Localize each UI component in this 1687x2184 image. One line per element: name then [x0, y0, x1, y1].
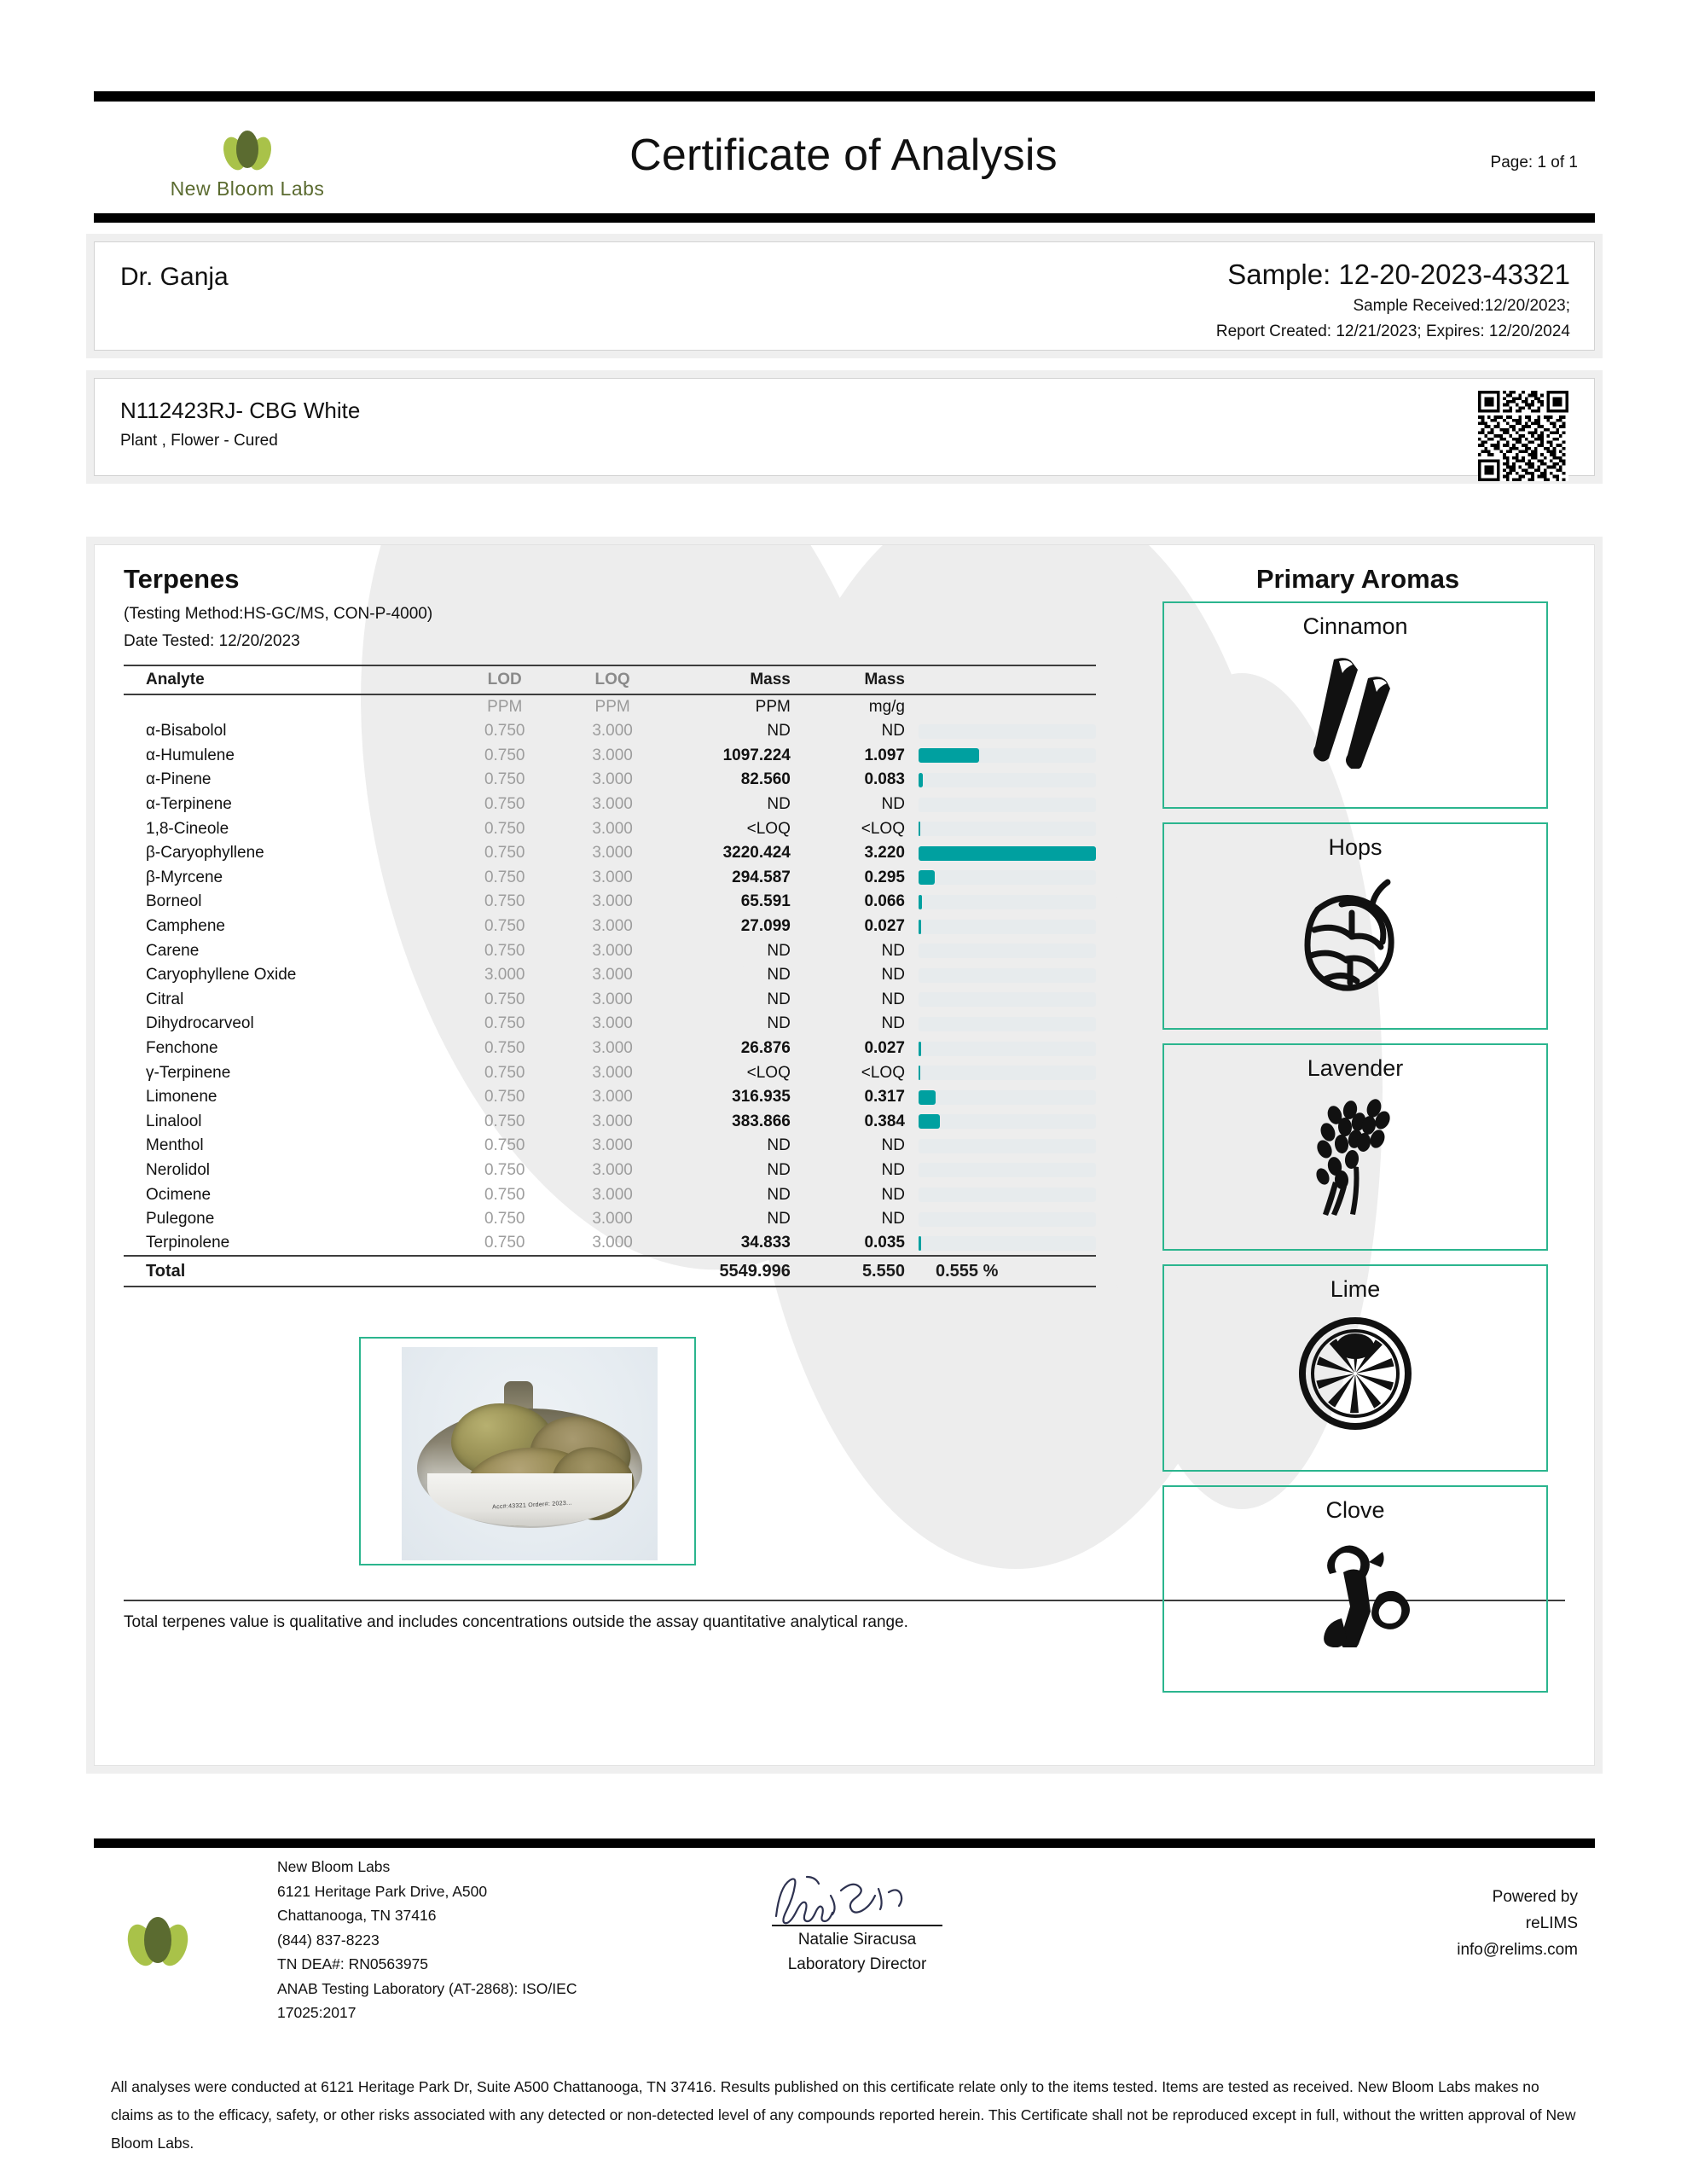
address-line: Chattanooga, TN 37416 [277, 1907, 437, 1924]
unit-mass-ppm: PPM [755, 698, 791, 716]
analyte-loq: 3.000 [592, 819, 633, 838]
sample-name: N112423RJ- CBG White [120, 398, 361, 423]
analyte-lod: 0.750 [484, 1063, 525, 1082]
analyte-bar-cell [913, 1037, 1096, 1061]
testing-method: (Testing Method:HS-GC/MS, CON-P-4000) [124, 605, 433, 623]
lab-name-text: New Bloom Labs [170, 177, 325, 200]
signature-block [751, 1870, 964, 1974]
analyte-name: α-Terpinene [146, 795, 232, 814]
sample-type: Plant , Flower - Cured [120, 432, 278, 450]
analyte-name: α-Humulene [146, 746, 235, 764]
analyte-loq: 3.000 [592, 868, 633, 886]
analyte-lod: 0.750 [484, 990, 525, 1008]
analyte-loq: 3.000 [592, 1014, 633, 1033]
total-mass-mgg: 5.550 [791, 1256, 913, 1287]
analyte-name: Limonene [146, 1088, 217, 1107]
terpene-results-card [94, 544, 1595, 1766]
analyte-bar-cell [913, 1085, 1096, 1110]
analyte-mass-mgg: 0.027 [864, 1039, 905, 1058]
table-row [124, 866, 1096, 891]
header-top-rule [94, 91, 1595, 102]
bar-fill [919, 920, 921, 934]
analyte-mass-mgg: ND [881, 795, 905, 814]
analyte-lod: 0.750 [484, 868, 525, 886]
analyte-name: β-Myrcene [146, 868, 223, 886]
analyte-loq: 3.000 [592, 1185, 633, 1204]
table-row [124, 963, 1096, 988]
lavender-sprig-icon [1164, 1095, 1546, 1220]
bar-fill [919, 1090, 936, 1105]
bar-track [919, 968, 1096, 983]
analyte-bar-cell [913, 988, 1096, 1013]
analyte-mass-ppm: 27.099 [740, 917, 791, 936]
analyte-loq: 3.000 [592, 1088, 633, 1107]
sample-summary-band [94, 241, 1595, 351]
terpene-rows [124, 719, 1096, 1256]
analyte-mass-mgg: ND [881, 990, 905, 1008]
analyte-lod: 0.750 [484, 1234, 525, 1252]
bar-track [919, 870, 1096, 885]
analyte-name: Terpinolene [146, 1234, 230, 1252]
analyte-lod: 0.750 [484, 1185, 525, 1204]
disclaimer-text: All analyses were conducted at 6121 Heritage Park Dr, Suite A500 Chattanooga, TN 37416. Results published on this certificate relate only to the items tested. Items are tested as received. New Bloom Labs makes no claims as to the efficacy, safety, or other risks associated with any detected or non-detected level of any compounds reported herein. This Certificate shall not be reproduced except in full, without the written approval of New Bloom Labs. [111, 2078, 1576, 2152]
analyte-loq: 3.000 [592, 1112, 633, 1130]
platform-name: reLIMS [1525, 1914, 1578, 1932]
analyte-mass-mgg: ND [881, 941, 905, 960]
analyte-mass-mgg: 0.083 [864, 770, 905, 789]
aroma-label: Lavender [1307, 1055, 1404, 1081]
analyte-mass-ppm: 26.876 [740, 1039, 791, 1058]
analyte-bar-cell [913, 1207, 1096, 1232]
analyte-mass-ppm: ND [767, 1210, 791, 1228]
bar-track [919, 1212, 1096, 1227]
analyte-mass-ppm: ND [767, 1136, 791, 1155]
bar-track [919, 798, 1096, 812]
table-row [124, 1231, 1096, 1256]
bar-fill [919, 1236, 921, 1251]
analyte-loq: 3.000 [592, 1039, 633, 1058]
clove-bud-icon [1164, 1536, 1546, 1652]
aroma-card-lime [1162, 1264, 1548, 1472]
analyte-loq: 3.000 [592, 990, 633, 1008]
bar-fill [919, 773, 923, 787]
analyte-mass-ppm: ND [767, 795, 791, 814]
cinnamon-sticks-icon [1164, 653, 1546, 773]
table-row [124, 793, 1096, 817]
analyte-mass-ppm: ND [767, 1014, 791, 1033]
analyte-loq: 3.000 [592, 844, 633, 863]
qr-code-icon [1478, 391, 1568, 481]
table-row [124, 915, 1096, 939]
bar-fill [919, 1066, 920, 1080]
signature-line [772, 1925, 942, 1926]
analyte-name: Caryophyllene Oxide [146, 966, 297, 985]
analyte-name: Dihydrocarveol [146, 1014, 254, 1033]
bar-track [919, 724, 1096, 739]
bar-track [919, 1236, 1096, 1251]
total-row [124, 1256, 1096, 1287]
analyte-lod: 0.750 [484, 770, 525, 789]
date-tested: Date Tested: 12/20/2023 [124, 632, 300, 650]
bar-track [919, 822, 1096, 836]
bar-track [919, 1017, 1096, 1031]
analyte-loq: 3.000 [592, 722, 633, 741]
analyte-lod: 3.000 [484, 966, 525, 985]
analyte-bar-cell [913, 1012, 1096, 1037]
footer-top-rule [94, 1838, 1595, 1848]
analyte-mass-mgg: ND [881, 1014, 905, 1033]
bar-track [919, 1163, 1096, 1177]
unit-lod: PPM [487, 698, 523, 716]
table-row [124, 1110, 1096, 1135]
analyte-name: Borneol [146, 892, 202, 911]
bar-fill [919, 1042, 921, 1056]
analyte-name: β-Caryophyllene [146, 844, 264, 863]
analyte-mass-mgg: 0.027 [864, 917, 905, 936]
analyte-lod: 0.750 [484, 722, 525, 741]
analyte-loq: 3.000 [592, 917, 633, 936]
signer-name: Natalie Siracusa [797, 1931, 917, 1949]
analyte-loq: 3.000 [592, 892, 633, 911]
address-line: TN DEA#: RN0563975 [277, 1955, 429, 1972]
analyte-mass-mgg: ND [881, 966, 905, 985]
footer-logo-icon [126, 1911, 189, 1971]
signer-role: Laboratory Director [787, 1955, 927, 1973]
analyte-mass-ppm: 1097.224 [722, 746, 791, 764]
address-line: (844) 837-8223 [277, 1931, 380, 1949]
product-photo-frame [359, 1337, 696, 1565]
analyte-bar-cell [913, 719, 1096, 744]
contact-email: info@relims.com [1457, 1941, 1578, 1959]
analyte-name: γ-Terpinene [146, 1063, 231, 1082]
table-row [124, 1060, 1096, 1085]
analyte-bar-cell [913, 1110, 1096, 1135]
analyte-loq: 3.000 [592, 1063, 633, 1082]
table-row [124, 744, 1096, 769]
unit-mass-mgg: mg/g [868, 698, 905, 716]
analyte-mass-ppm: ND [767, 990, 791, 1008]
hop-cone-icon [1164, 874, 1546, 997]
bar-track [919, 944, 1096, 958]
aroma-card-clove [1162, 1485, 1548, 1693]
analyte-name: 1,8-Cineole [146, 819, 229, 838]
address-line: New Bloom Labs [277, 1858, 391, 1875]
analyte-mass-ppm: <LOQ [746, 1063, 791, 1082]
analyte-mass-mgg: ND [881, 1210, 905, 1228]
analyte-lod: 0.750 [484, 1210, 525, 1228]
analyte-lod: 0.750 [484, 1160, 525, 1179]
analyte-name: Citral [146, 990, 184, 1008]
analyte-loq: 3.000 [592, 966, 633, 985]
col-bar [913, 665, 1096, 694]
sample-received-date: Sample Received:12/20/2023; [1353, 297, 1570, 315]
analyte-bar-cell [913, 1159, 1096, 1183]
terpene-note: Total terpenes value is qualitative and includes concentrations outside the assay quantitative analytical range. [124, 1613, 908, 1631]
bar-fill [919, 846, 1096, 861]
table-row [124, 1182, 1096, 1207]
analyte-bar-cell [913, 1231, 1096, 1256]
analyte-bar-cell [913, 890, 1096, 915]
analyte-name: Menthol [146, 1136, 204, 1155]
analyte-mass-ppm: 3220.424 [722, 844, 791, 863]
terpene-table [124, 665, 1096, 1287]
bar-track [919, 920, 1096, 934]
client-name: Dr. Ganja [120, 263, 229, 291]
analyte-mass-mgg: 0.384 [864, 1112, 905, 1130]
analyte-mass-mgg: ND [881, 1136, 905, 1155]
table-row [124, 1159, 1096, 1183]
bar-fill [919, 822, 920, 836]
analyte-mass-ppm: ND [767, 1185, 791, 1204]
analyte-name: Carene [146, 941, 200, 960]
table-row [124, 1134, 1096, 1159]
analyte-mass-ppm: 82.560 [740, 770, 791, 789]
analyte-loq: 3.000 [592, 1234, 633, 1252]
table-row [124, 890, 1096, 915]
analyte-loq: 3.000 [592, 1136, 633, 1155]
table-row [124, 1085, 1096, 1110]
analyte-bar-cell [913, 1182, 1096, 1207]
analyte-mass-mgg: 0.317 [864, 1088, 905, 1107]
lime-slice-icon [1164, 1316, 1546, 1436]
sample-id: Sample: 12-20-2023-43321 [1227, 258, 1570, 290]
bar-track [919, 1066, 1096, 1080]
address-line: ANAB Testing Laboratory (AT-2868): ISO/IEC [277, 1979, 577, 1997]
table-row [124, 938, 1096, 963]
analyte-name: α-Pinene [146, 770, 212, 789]
analyte-lod: 0.750 [484, 746, 525, 764]
bar-fill [919, 895, 922, 909]
analyte-mass-ppm: 65.591 [740, 892, 791, 911]
analyte-loq: 3.000 [592, 1210, 633, 1228]
analyte-mass-mgg: 0.035 [864, 1234, 905, 1252]
analyte-mass-mgg: <LOQ [861, 819, 905, 838]
analyte-bar-cell [913, 866, 1096, 891]
aroma-label: Lime [1330, 1276, 1381, 1302]
col-mass-mgg: Mass [791, 665, 913, 694]
bar-fill [919, 748, 979, 763]
analyte-bar-cell [913, 841, 1096, 866]
analyte-bar-cell [913, 744, 1096, 769]
analyte-mass-mgg: 0.066 [864, 892, 905, 911]
sample-name-band [94, 378, 1595, 476]
analyte-loq: 3.000 [592, 770, 633, 789]
analyte-lod: 0.750 [484, 1039, 525, 1058]
analyte-loq: 3.000 [592, 941, 633, 960]
analyte-loq: 3.000 [592, 795, 633, 814]
analyte-lod: 0.750 [484, 1136, 525, 1155]
analyte-mass-mgg: ND [881, 1160, 905, 1179]
table-row [124, 768, 1096, 793]
bar-fill [919, 870, 935, 885]
signature-icon [751, 1870, 964, 1925]
total-label: Total [124, 1256, 451, 1287]
analyte-mass-ppm: 34.833 [740, 1234, 791, 1252]
analyte-lod: 0.750 [484, 1088, 525, 1107]
analyte-mass-ppm: <LOQ [746, 819, 791, 838]
analyte-mass-mgg: 0.295 [864, 868, 905, 886]
aroma-label: Hops [1328, 834, 1383, 860]
bar-fill [919, 1114, 940, 1129]
analyte-mass-ppm: ND [767, 1160, 791, 1179]
analyte-lod: 0.750 [484, 917, 525, 936]
bar-track [919, 1114, 1096, 1129]
table-row [124, 841, 1096, 866]
analyte-loq: 3.000 [592, 746, 633, 764]
analyte-loq: 3.000 [592, 1160, 633, 1179]
analyte-lod: 0.750 [484, 844, 525, 863]
page-title: Certificate of Analysis [629, 131, 1058, 180]
analyte-lod: 0.750 [484, 941, 525, 960]
table-row [124, 1037, 1096, 1061]
analyte-bar-cell [913, 816, 1096, 841]
analyte-mass-ppm: ND [767, 722, 791, 741]
aromas-heading: Primary Aromas [1255, 564, 1460, 594]
analyte-bar-cell [913, 768, 1096, 793]
table-row [124, 719, 1096, 744]
analyte-mass-mgg: ND [881, 722, 905, 741]
analyte-name: Ocimene [146, 1185, 212, 1204]
col-mass-ppm: Mass [666, 665, 791, 694]
analyte-bar-cell [913, 915, 1096, 939]
bar-track [919, 1042, 1096, 1056]
aroma-card-hops [1162, 822, 1548, 1030]
aroma-label: Clove [1325, 1497, 1385, 1523]
analyte-name: Pulegone [146, 1210, 215, 1228]
bar-track [919, 1090, 1096, 1105]
total-mass-ppm: 5549.996 [666, 1256, 791, 1287]
analyte-lod: 0.750 [484, 1112, 525, 1130]
product-photo [402, 1347, 658, 1560]
report-dates: Report Created: 12/21/2023; Expires: 12/20/2024 [1215, 322, 1570, 340]
bar-track [919, 773, 1096, 787]
analyte-name: Camphene [146, 917, 225, 936]
col-lod: LOD [451, 665, 559, 694]
analyte-mass-mgg: ND [881, 1185, 905, 1204]
analyte-bar-cell [913, 938, 1096, 963]
table-row [124, 1207, 1096, 1232]
powered-by-block [1457, 1884, 1578, 1963]
analyte-bar-cell [913, 1134, 1096, 1159]
header-bottom-rule [94, 213, 1595, 223]
table-row [124, 1012, 1096, 1037]
aroma-card-cinnamon [1162, 601, 1548, 809]
aroma-card-lavender [1162, 1043, 1548, 1251]
total-percent: 0.555 % [913, 1256, 1096, 1287]
bar-track [919, 895, 1096, 909]
analyte-mass-mgg: <LOQ [861, 1063, 905, 1082]
unit-analyte [124, 694, 451, 719]
col-analyte: Analyte [124, 665, 451, 694]
analyte-name: Linalool [146, 1112, 202, 1130]
analyte-mass-ppm: 294.587 [732, 868, 791, 886]
table-header-row [124, 665, 1096, 694]
analyte-mass-ppm: ND [767, 966, 791, 985]
analyte-mass-ppm: ND [767, 941, 791, 960]
analyte-bar-cell [913, 793, 1096, 817]
aroma-label: Cinnamon [1302, 613, 1408, 639]
terpenes-heading: Terpenes [124, 564, 240, 594]
analyte-mass-ppm: 316.935 [732, 1088, 791, 1107]
analyte-name: α-Bisabolol [146, 722, 227, 741]
analyte-name: Nerolidol [146, 1160, 210, 1179]
analyte-lod: 0.750 [484, 795, 525, 814]
bar-track [919, 748, 1096, 763]
address-line: 6121 Heritage Park Drive, A500 [277, 1882, 488, 1900]
analyte-mass-mgg: 1.097 [864, 746, 905, 764]
col-loq: LOQ [559, 665, 666, 694]
dish-label-text: Acc#:43321 Order#: 2023... [491, 1500, 573, 1511]
analyte-bar-cell [913, 963, 1096, 988]
analyte-lod: 0.750 [484, 1014, 525, 1033]
bar-track [919, 992, 1096, 1007]
analyte-mass-mgg: 3.220 [864, 844, 905, 863]
powered-by-label: Powered by [1492, 1888, 1578, 1906]
page-number: Page: 1 of 1 [1490, 154, 1578, 171]
bar-track [919, 846, 1096, 861]
bar-track [919, 1188, 1096, 1202]
analyte-lod: 0.750 [484, 819, 525, 838]
unit-loq: PPM [594, 698, 630, 716]
address-line: 17025:2017 [277, 2004, 357, 2021]
bar-track [919, 1139, 1096, 1153]
analyte-name: Fenchone [146, 1039, 218, 1058]
analyte-mass-ppm: 383.866 [732, 1112, 791, 1130]
table-row [124, 988, 1096, 1013]
analyte-bar-cell [913, 1060, 1096, 1085]
table-row [124, 816, 1096, 841]
analyte-lod: 0.750 [484, 892, 525, 911]
table-units-row [124, 694, 1096, 719]
lab-address-block [277, 1855, 577, 2025]
